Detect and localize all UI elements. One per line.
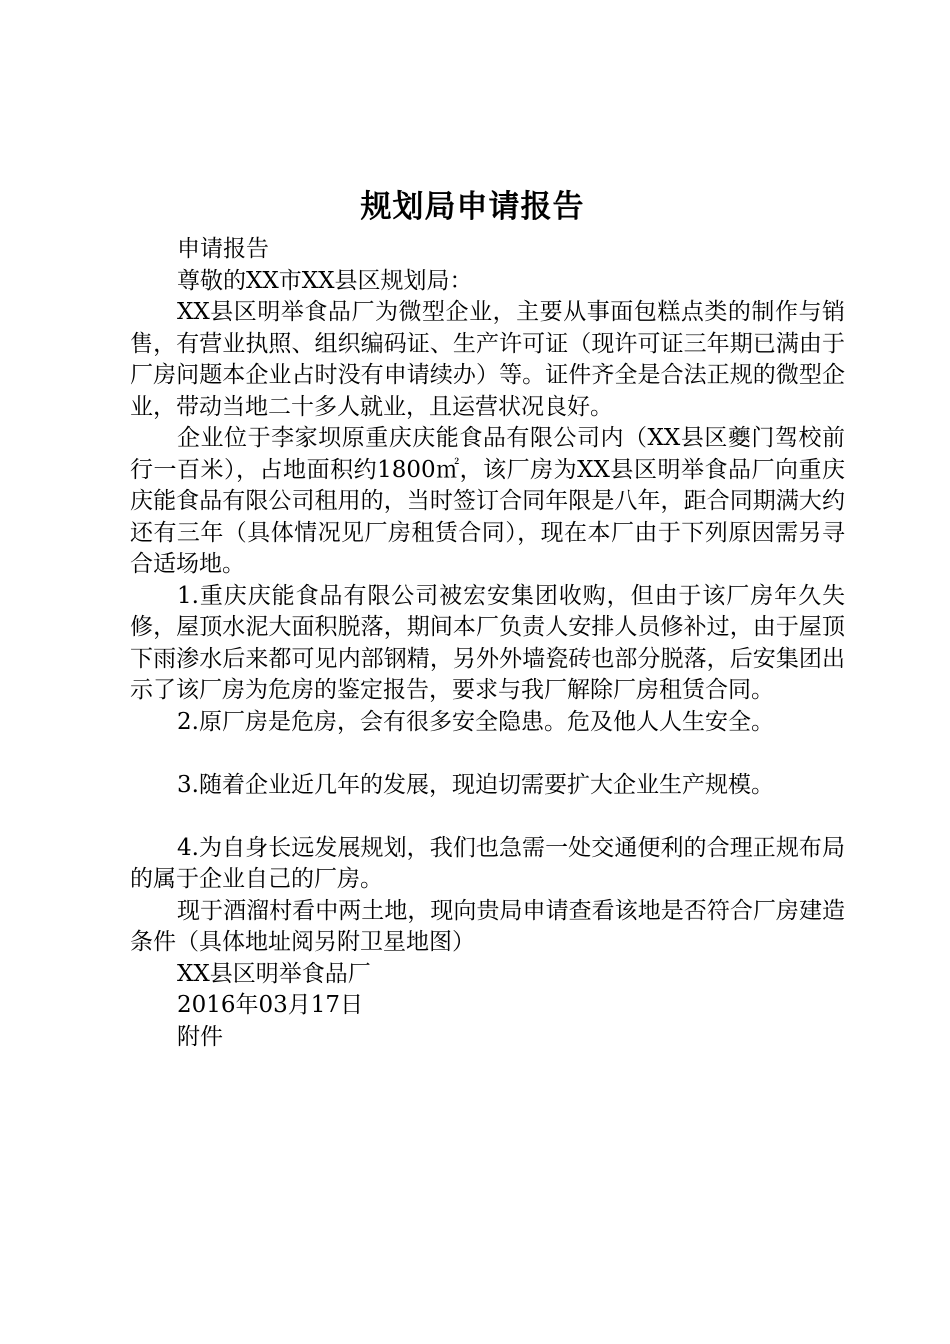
document-heading: 申请报告 (177, 236, 269, 262)
document-page (130, 180, 845, 1053)
paragraph-reason-2: 2.原厂房是危房，会有很多安全隐患。危及他人人生安全。 (177, 708, 774, 735)
paragraph-location: 企业位于李家坝原重庆庆能食品有限公司内（XX县区夔门驾校前行一百米），占地面积约1800㎡，该厂房为XX县区明举食品厂向重庆庆能食品有限公司租用的，当时签订合同年限是八年，距合同期满大约还有三年（具体情况见厂房租赁合同），现在本厂由于下列原因需另寻合适场地。 (130, 425, 845, 577)
paragraph-reason-4: 4.为自身长远发展规划，我们也急需一处交通便利的合理正规布局的属于企业自己的厂房。 (130, 834, 845, 892)
salutation: 尊敬的XX市XX县区规划局： (177, 267, 473, 294)
document-title: 规划局申请报告 (360, 189, 585, 225)
paragraph-request: 现于酒溜村看中两土地，现向贵局申请查看该地是否符合厂房建造条件（具体地址阅另附卫星地图） (130, 897, 845, 955)
date: 2016年03月17日 (177, 992, 364, 1018)
paragraph-intro: XX县区明举食品厂为微型企业，主要从事面包糕点类的制作与销售，有营业执照、组织编码证、生产许可证（现许可证三年期已满由于厂房问题本企业占时没有申请续办）等。证件齐全是合法正规的微型企业，带动当地二十多人就业，且运营状况良好。 (130, 299, 845, 420)
paragraph-reason-1: 1.重庆庆能食品有限公司被宏安集团收购，但由于该厂房年久失修，屋顶水泥大面积脱落，期间本厂负责人安排人员修补过，由于屋顶下雨渗水后来都可见内部钢精，另外外墙瓷砖也部分脱落，后安集团出示了该厂房为危房的鉴定报告，要求与我厂解除厂房租赁合同。 (130, 582, 845, 703)
signature: XX县区明举食品厂 (177, 960, 371, 987)
attachment-label: 附件 (177, 1023, 223, 1050)
paragraph-reason-3: 3.随着企业近几年的发展，现迫切需要扩大企业生产规模。 (177, 771, 774, 798)
